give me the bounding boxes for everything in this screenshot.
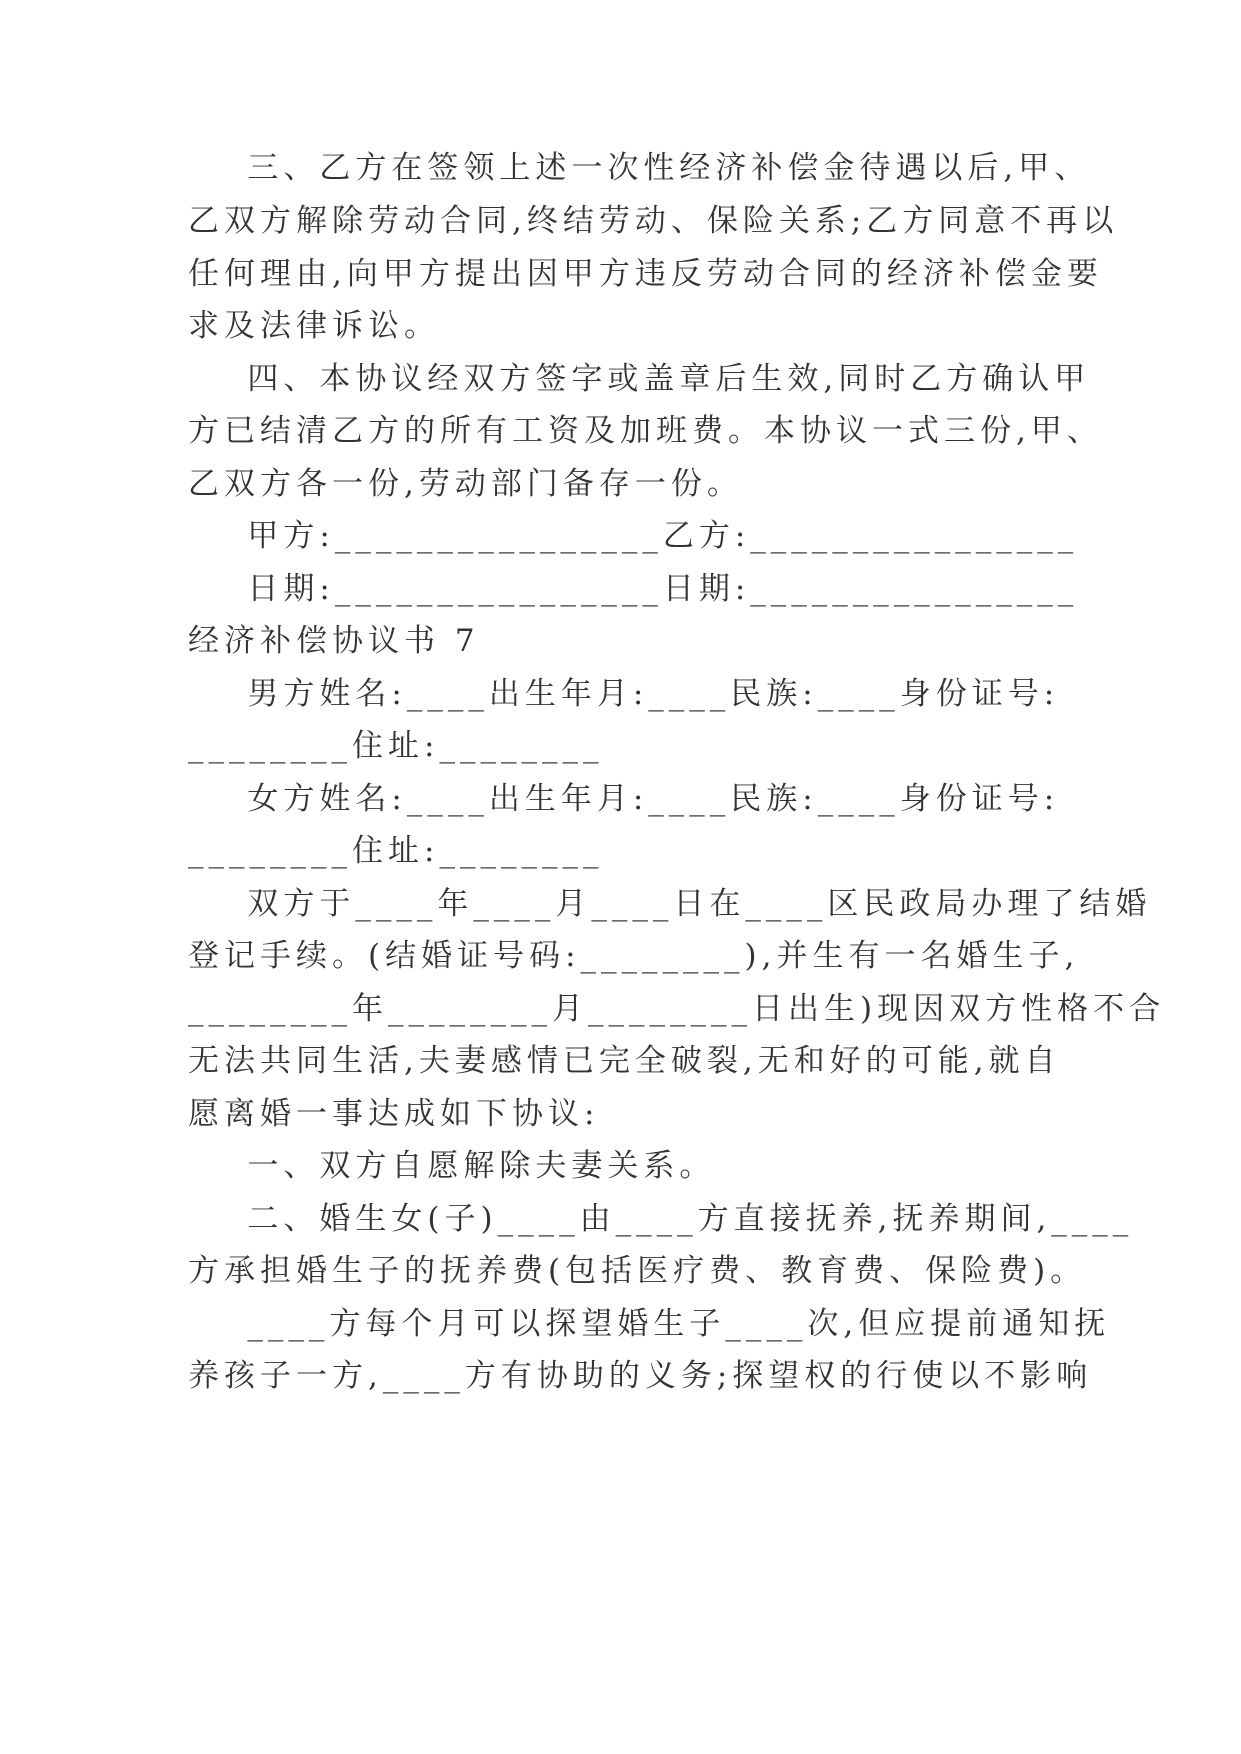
- marriage-paragraph-line-4: 无法共同生活,夫妻感情已完全破裂,无和好的可能,就自: [188, 1043, 1061, 1079]
- document-page: [188, 0, 1166, 1754]
- male-info-line-1: 男方姓名:____出生年月:____民族:____身份证号:: [188, 676, 1060, 712]
- male-info-line-2: ________住址:________: [188, 728, 604, 764]
- paragraph-3-line-1: 三、乙方在签领上述一次性经济补偿金待遇以后,甲、: [188, 150, 1091, 186]
- paragraph-4-line-3: 乙双方各一份,劳动部门备存一份。: [188, 466, 743, 502]
- female-info-line-1: 女方姓名:____出生年月:____民族:____身份证号:: [188, 781, 1060, 817]
- paragraph-4-line-2: 方已结清乙方的所有工资及加班费。本协议一式三份,甲、: [188, 413, 1103, 449]
- paragraph-3-line-4: 求及法律诉讼。: [188, 308, 440, 344]
- marriage-paragraph-line-5: 愿离婚一事达成如下协议:: [188, 1096, 600, 1132]
- marriage-paragraph-line-3: ________年________月________日出生)现因双方性格不合: [188, 991, 1166, 1027]
- marriage-paragraph-line-2: 登记手续。(结婚证号码:________),并生有一名婚生子,: [188, 938, 1080, 974]
- clause-2-line-1: 二、婚生女(子)____由____方直接抚养,抚养期间,____: [188, 1201, 1134, 1237]
- visitation-line-1: ____方每个月可以探望婚生子____次,但应提前通知抚: [188, 1306, 1111, 1342]
- signature-line: 甲方:________________乙方:________________: [188, 518, 1079, 554]
- paragraph-3-line-3: 任何理由,向甲方提出因甲方违反劳动合同的经济补偿金要: [188, 256, 1103, 292]
- paragraph-4-line-1: 四、本协议经双方签字或盖章后生效,同时乙方确认甲: [188, 361, 1091, 397]
- visitation-line-2: 养孩子一方,____方有协助的义务;探望权的行使以不影响: [188, 1358, 1093, 1394]
- clause-1: 一、双方自愿解除夫妻关系。: [188, 1148, 716, 1184]
- date-line: 日期:________________日期:________________: [188, 571, 1079, 607]
- clause-2-line-2: 方承担婚生子的抚养费(包括医疗费、教育费、保险费)。: [188, 1253, 1087, 1289]
- marriage-paragraph-line-1: 双方于____年____月____日在____区民政局办理了结婚: [188, 886, 1152, 922]
- paragraph-3-line-2: 乙双方解除劳动合同,终结劳动、保险关系;乙方同意不再以: [188, 203, 1119, 239]
- female-info-line-2: ________住址:________: [188, 833, 604, 869]
- section-title: 经济补偿协议书 7: [188, 623, 480, 659]
